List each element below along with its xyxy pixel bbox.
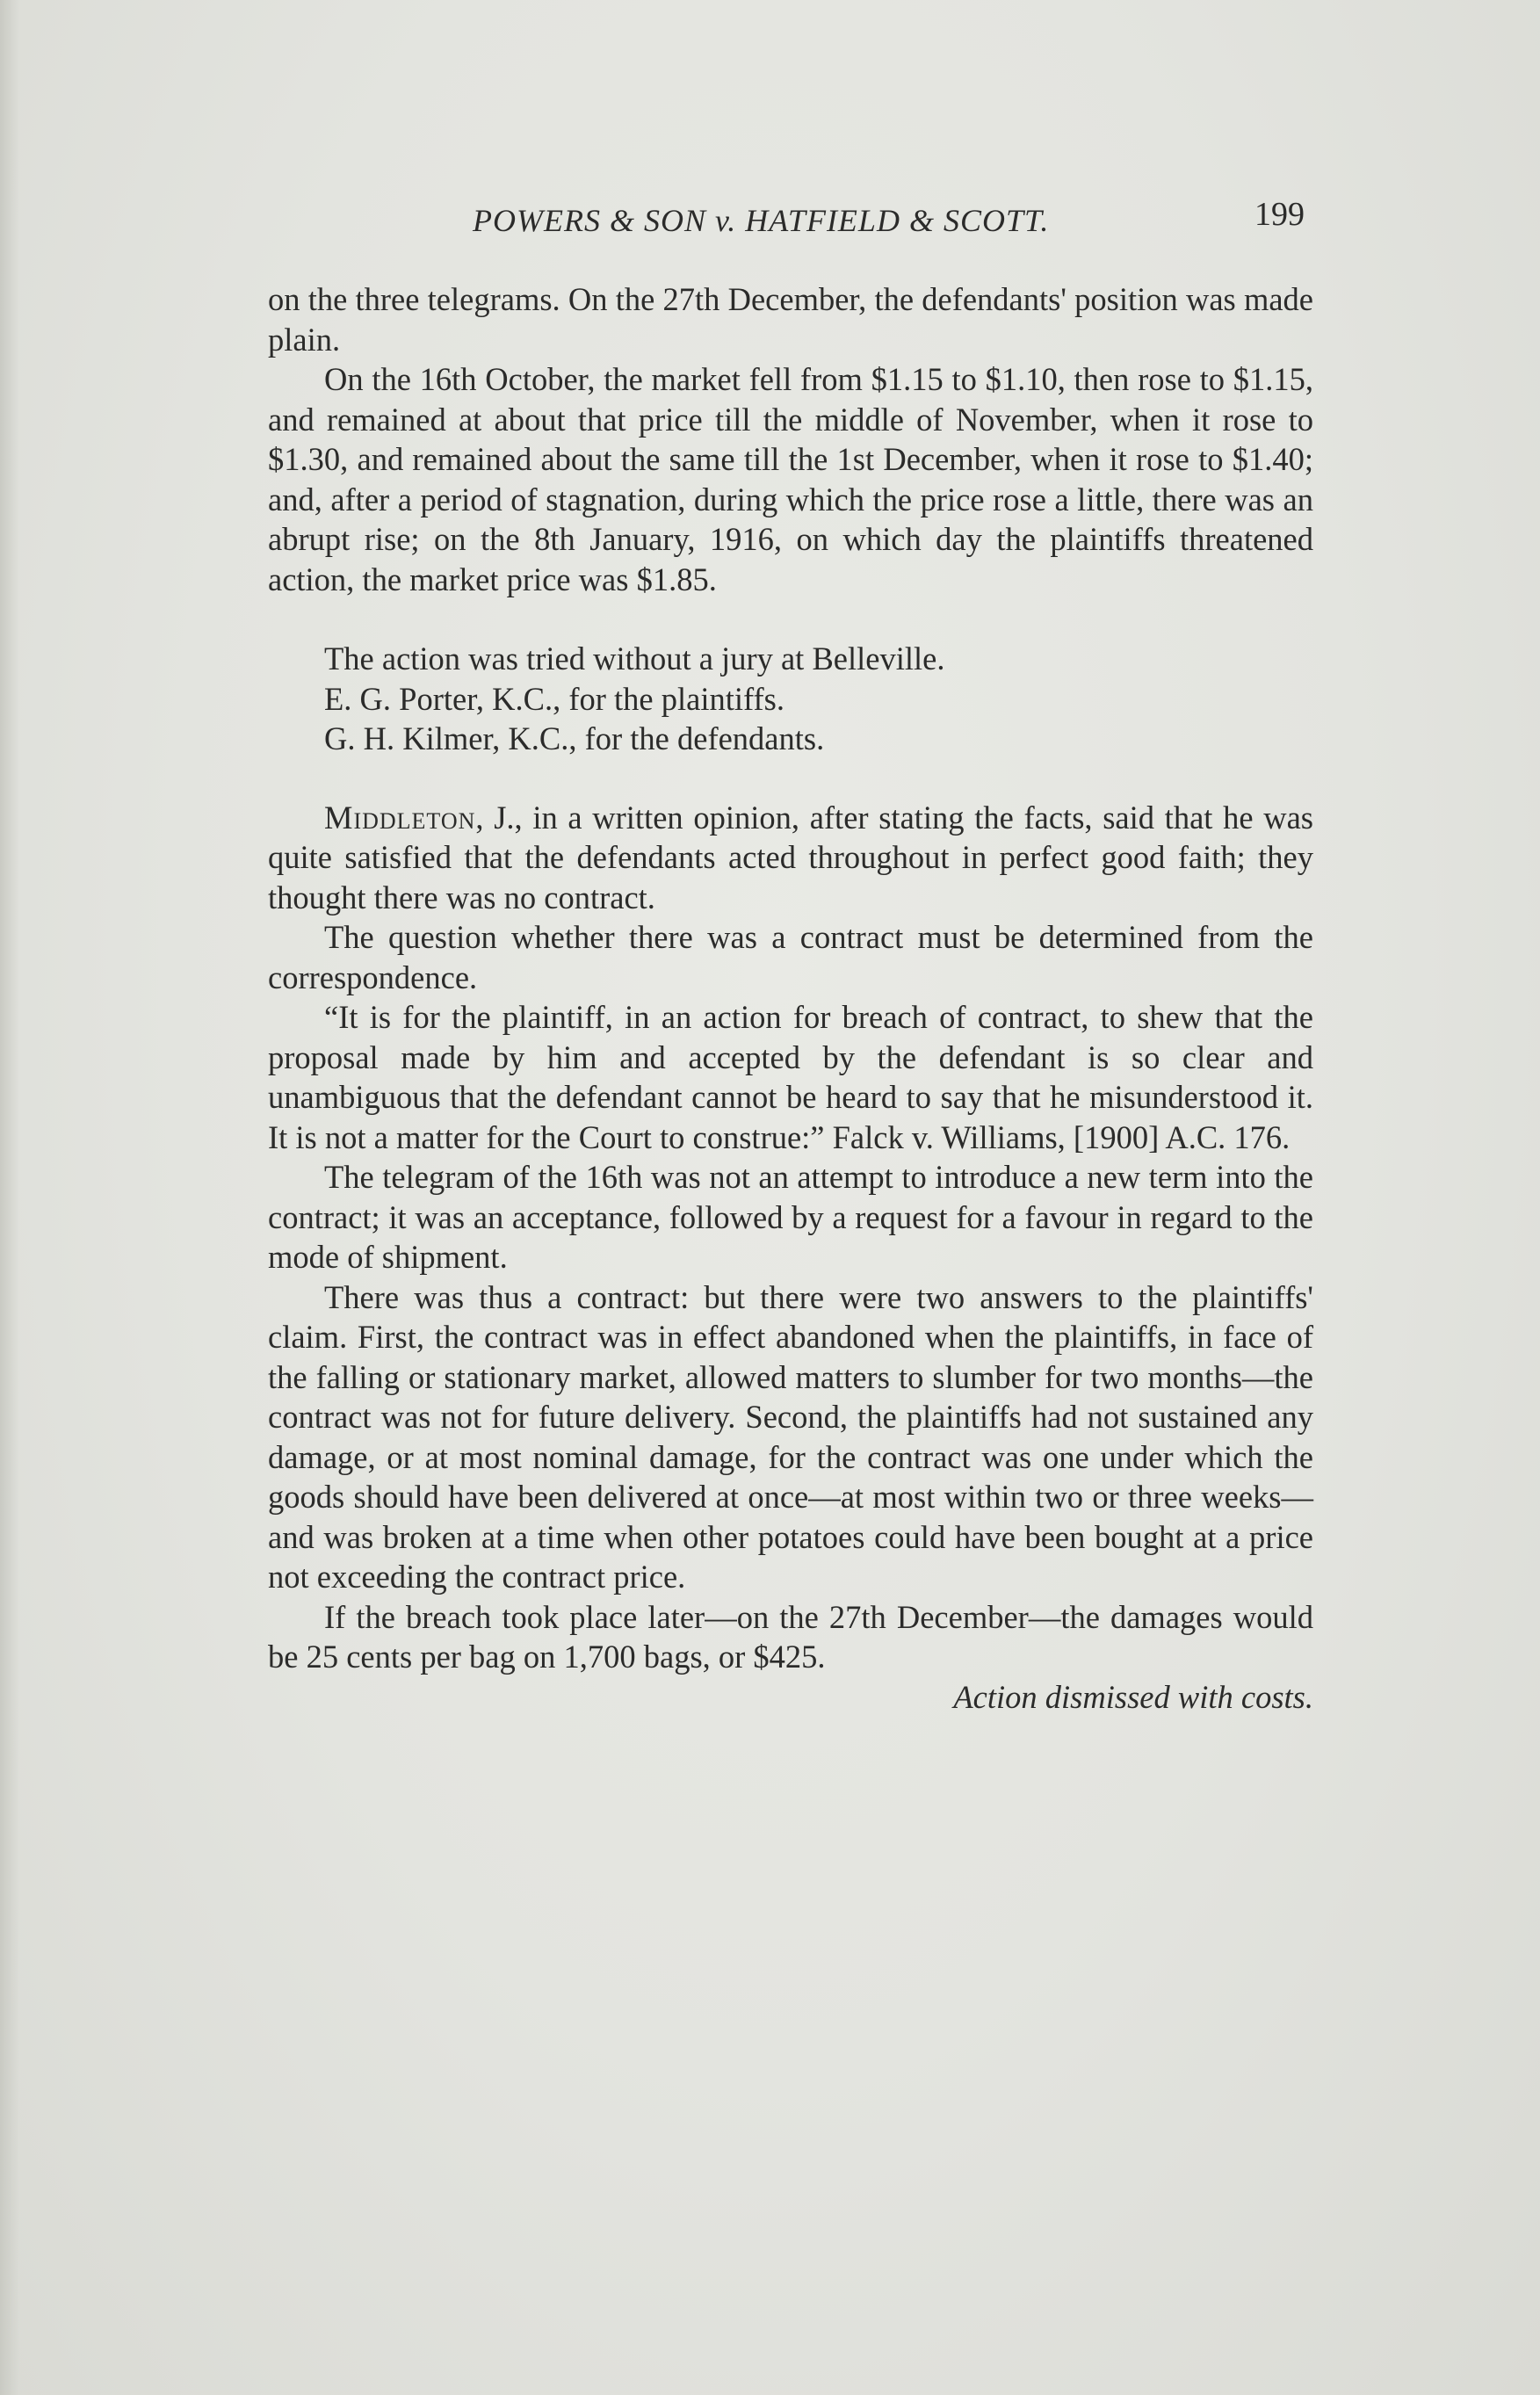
trial-details [268,639,1313,759]
running-head: POWERS & SON v. HATFIELD & SCOTT. [473,203,1050,238]
judge-name: Middleton [324,799,476,836]
spacer [268,759,1313,798]
page-number: 199 [1254,196,1305,233]
spacer [268,599,1313,639]
trial-venue: The action was tried without a jury at Belleville. [324,640,945,677]
opinion-paragraph-1-text: , J., in a written opinion, after stating the facts, said that he was quite satisfied that the defendants acted throughout in perfect good faith; they thought there was no contract. [268,799,1313,915]
paragraph-continuation: on the three telegrams. On the 27th December, the defendants' position was made plain. [268,281,1313,358]
opinion-paragraph-6: If the breach took place later—on the 27th December—the damages would be 25 cents per bag on 1,700 bags, or $425. [268,1598,1313,1675]
opinion-paragraph-5: There was thus a contract: but there were two answers to the plaintiffs' claim. First, the contract was in effect abandoned when the plaintiffs, in face of the falling or stationary market, allowed matters to slumber for two months—the contract was not for future delivery. Second, the plaintiffs had not sustained any damage, or at most nominal damage, for the contract was one under which the goods should have been delivered at once—at most within two or three weeks—and was broken at a time when other potatoes could have been bought at a price not exceeding the contract price. [268,1278,1313,1595]
opinion-paragraph-2: The question whether there was a contract must be determined from the correspondence. [268,919,1313,995]
disposition: Action dismissed with costs. [953,1678,1313,1715]
counsel-plaintiffs: E. G. Porter, K.C., for the plaintiffs. [324,680,784,717]
page-left-edge-shadow [0,0,19,2395]
paragraph-market-prices: On the 16th October, the market fell from $1.15 to $1.10, then rose to $1.15, and remained at about that price till the middle of November, when it rose to $1.30, and remained about the same till the 1st December, when it rose to $1.40; and, after a period of stagnation, during which the price rose a little, there was an abrupt rise; on the 8th January, 1916, on which day the plaintiffs threatened action, the market price was $1.85. [268,361,1313,597]
opinion-quotation: “It is for the plaintiff, in an action for breach of contract, to shew that the proposal made by him and accepted by the defendant is so clear and unambiguous that the defendant cannot be heard to say that he misunderstood it. It is not a matter for the Court to construe:” Falck v. Williams, [1900] A.C. 176. [268,999,1313,1155]
body-text [268,279,1313,1717]
page-header [264,195,1318,248]
opinion-paragraph-1 [268,798,1313,918]
opinion-paragraph-4: The telegram of the 16th was not an attempt to introduce a new term into the contract; it was an acceptance, followed by a request for a favour in regard to the mode of shipment. [268,1159,1313,1275]
counsel-defendants: G. H. Kilmer, K.C., for the defendants. [324,720,825,756]
